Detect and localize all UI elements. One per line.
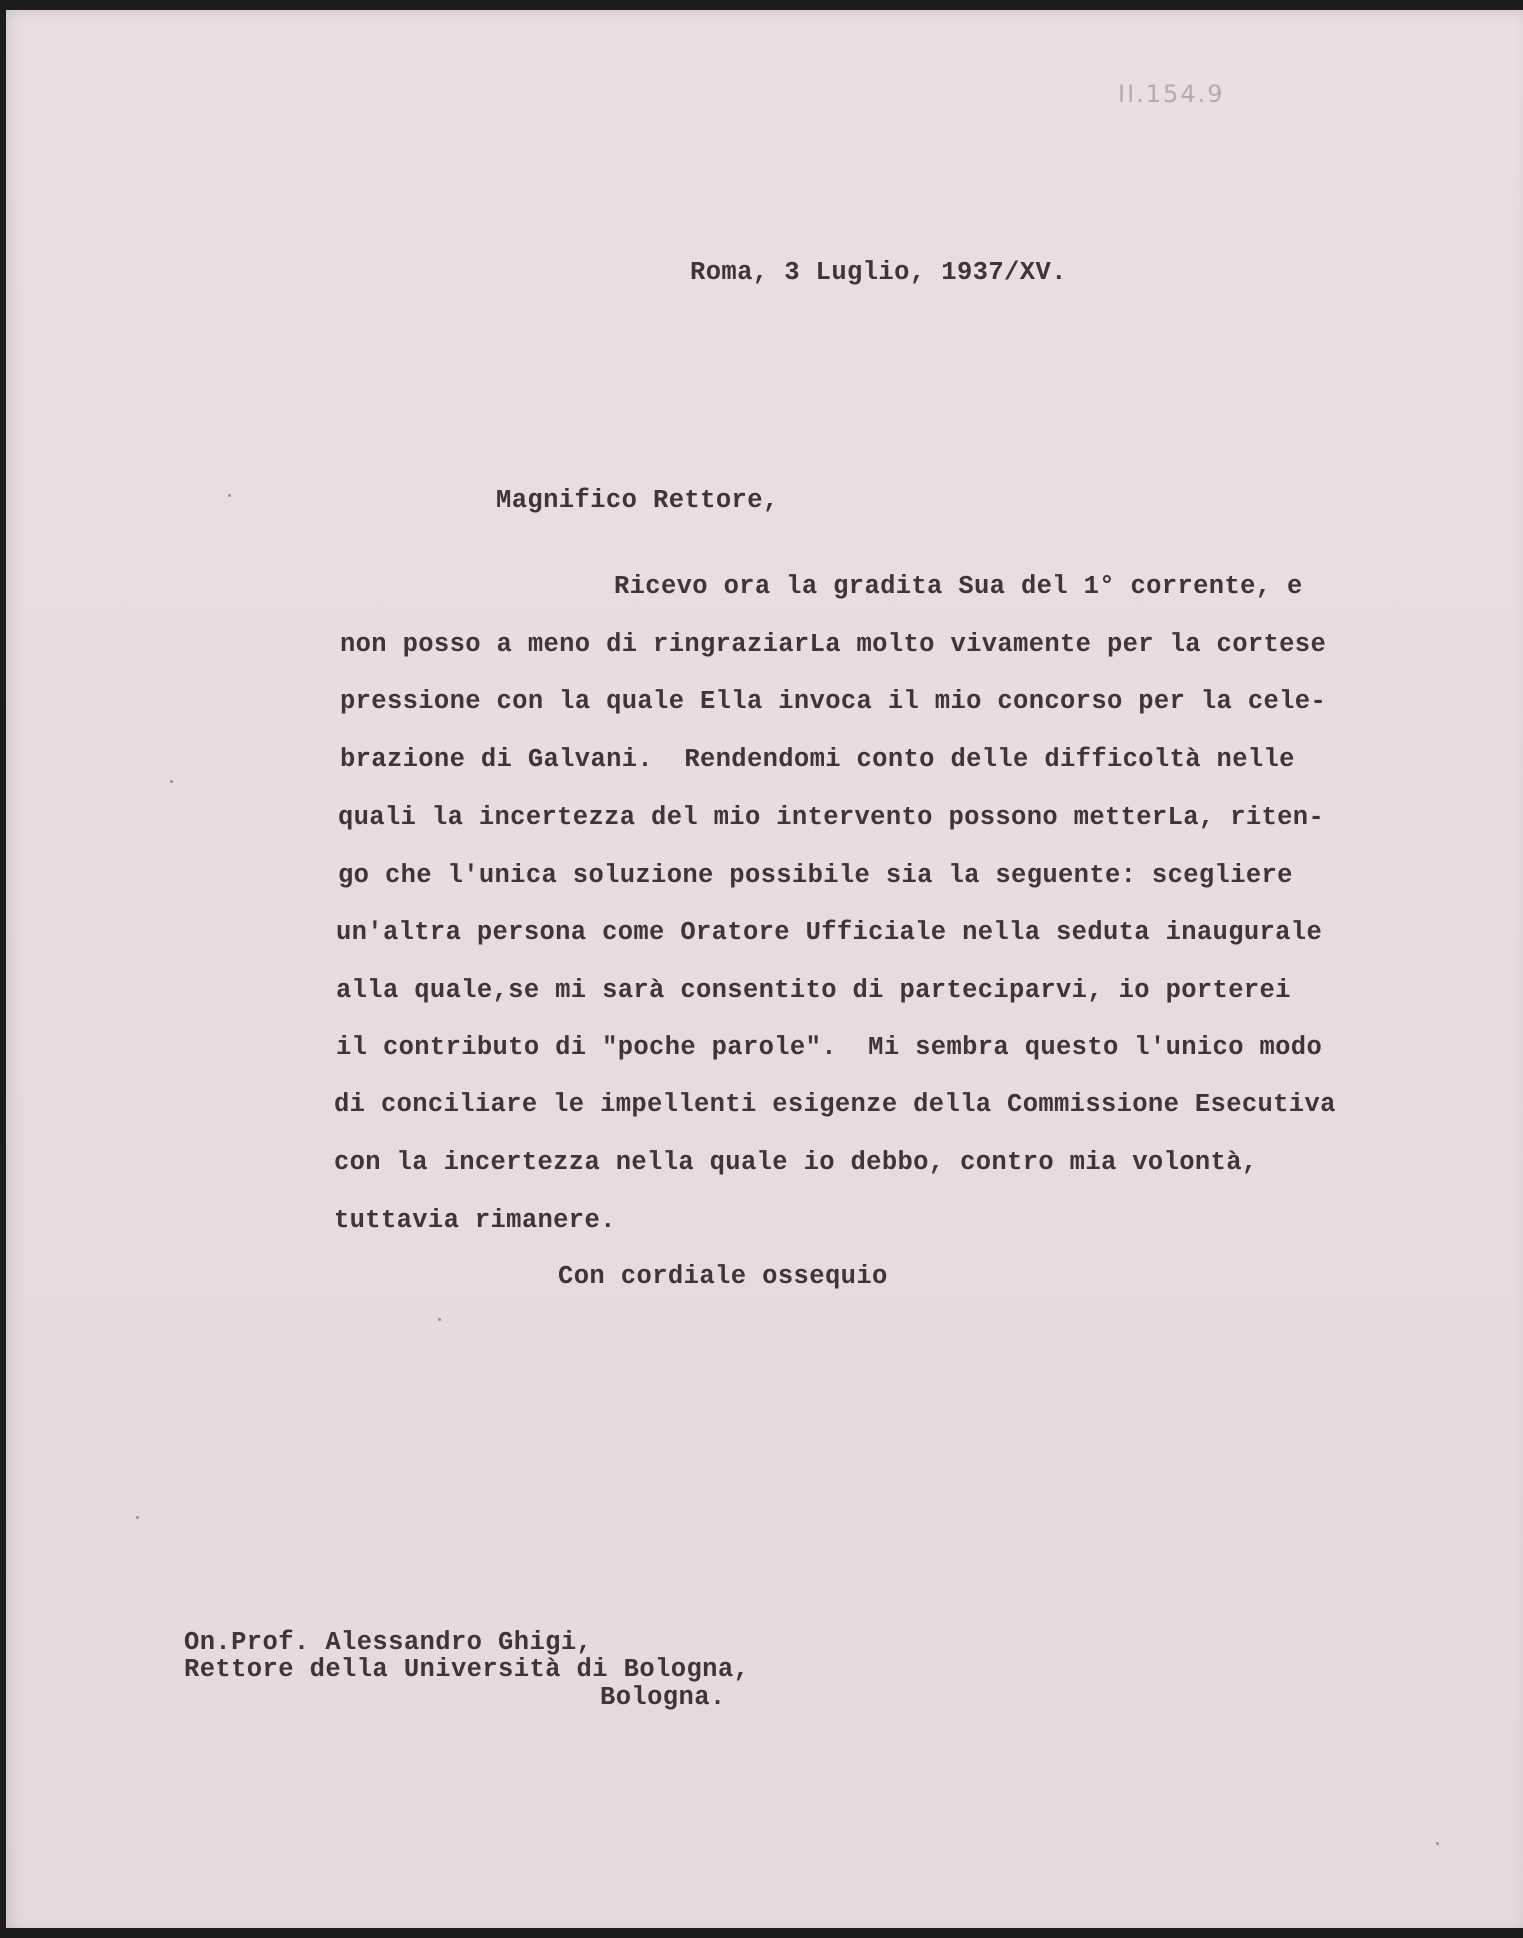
body-line: tuttavia rimanere.	[334, 1206, 616, 1235]
paper-sheet	[6, 10, 1523, 1928]
paper-speck	[228, 494, 231, 497]
body-line: quali la incertezza del mio intervento possono metterLa, riten-	[338, 803, 1325, 832]
closing-formula: Con cordiale ossequio	[558, 1262, 888, 1291]
body-line: di conciliare le impellenti esigenze della Commissione Esecutiva	[334, 1090, 1336, 1119]
body-line: pressione con la quale Ella invoca il mio concorso per la cele-	[340, 687, 1327, 716]
body-line: non posso a meno di ringraziarLa molto vivamente per la cortese	[340, 630, 1327, 659]
body-line: Ricevo ora la gradita Sua del 1° corrente, e	[614, 572, 1303, 601]
salutation: Magnifico Rettore,	[496, 486, 779, 515]
archive-reference-mark: II.154.9	[1118, 80, 1225, 108]
paper-speck	[1436, 1842, 1439, 1845]
address-line-3: Bologna.	[600, 1683, 726, 1712]
address-line-2: Rettore della Università di Bologna,	[184, 1655, 750, 1684]
body-line: un'altra persona come Oratore Ufficiale nella seduta inaugurale	[336, 918, 1323, 947]
paper-speck	[136, 1516, 139, 1519]
paper-speck	[438, 1318, 441, 1321]
body-line: il contributo di "poche parole". Mi sembra questo l'unico modo	[336, 1033, 1323, 1062]
body-line: go che l'unica soluzione possibile sia la seguente: scegliere	[338, 861, 1293, 890]
body-line: con la incertezza nella quale io debbo, contro mia volontà,	[334, 1148, 1258, 1177]
paper-speck	[170, 780, 173, 783]
date-line: Roma, 3 Luglio, 1937/XV.	[690, 258, 1067, 287]
body-line: alla quale,se mi sarà consentito di parteciparvi, io porterei	[336, 976, 1291, 1005]
address-line-1: On.Prof. Alessandro Ghigi,	[184, 1628, 593, 1657]
body-line: brazione di Galvani. Rendendomi conto delle difficoltà nelle	[340, 745, 1295, 774]
